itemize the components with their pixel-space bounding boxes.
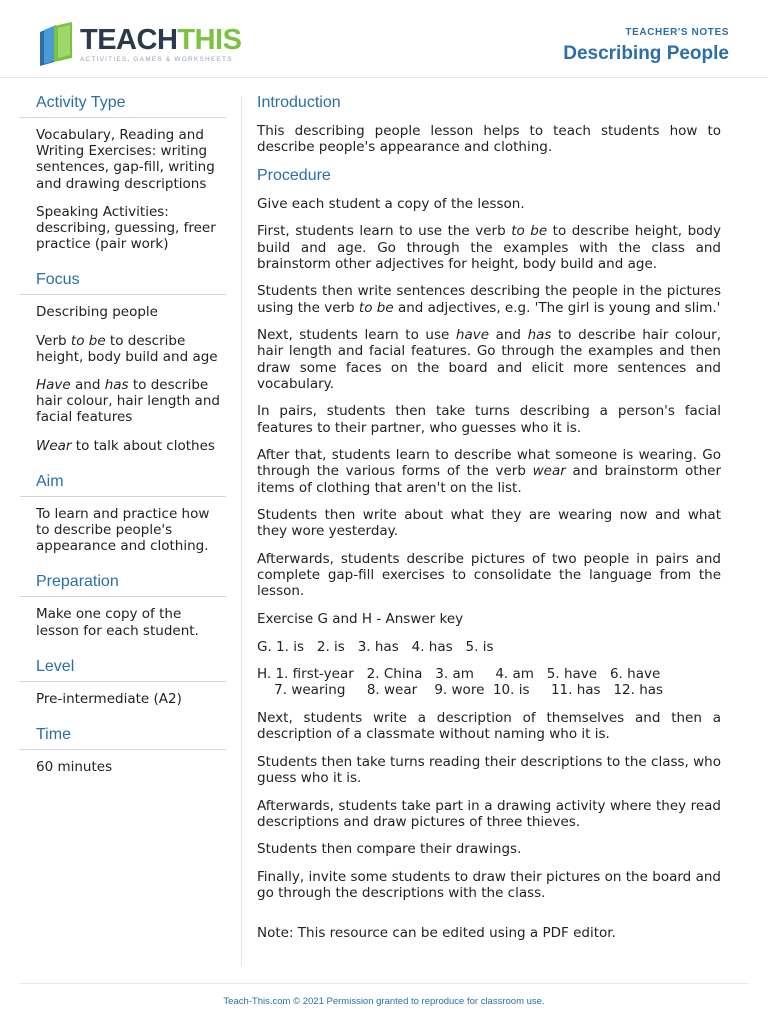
time-heading: Time [20, 726, 226, 750]
procedure-heading: Procedure [257, 166, 331, 184]
procedure-step: Students then compare their drawings. [257, 841, 522, 858]
focus-item [20, 377, 226, 426]
procedure-step [257, 327, 721, 392]
step-emphasis: to be [511, 223, 548, 240]
copyright-text: Teach-This.com © 2021 Permission granted to reproduce for classroom use. [223, 996, 545, 1007]
activity-type-item: Vocabulary, Reading and Writing Exercises: writing sentences, gap-fill, writing and drawing descriptions [36, 127, 215, 192]
focus-text: and [70, 377, 105, 394]
procedure-step: Students then take turns reading their descriptions to the class, who guess who it is. [257, 753, 721, 786]
focus-heading: Focus [20, 271, 226, 295]
step-text: and brainstorm other items of clothing that aren't on the list. [257, 463, 721, 496]
introduction-heading: Introduction [257, 94, 341, 111]
procedure-step [257, 223, 721, 272]
procedure-step [257, 283, 721, 315]
focus-emphasis: Have [36, 377, 71, 394]
focus-emphasis: has [104, 377, 129, 394]
teach-this-logo [36, 22, 241, 66]
focus-text: to talk about clothes [71, 437, 215, 454]
activity-type-heading: Activity Type [20, 94, 226, 118]
focus-item [20, 333, 226, 365]
procedure-step: Students then write about what they are wearing now and what they wore yesterday. [257, 507, 721, 540]
logo-word-accent: THIS [177, 24, 242, 56]
activity-type-section [20, 94, 226, 252]
focus-text: to describe height, body build and age [36, 332, 218, 365]
focus-item: Describing people [36, 304, 158, 321]
step-text: Students then write sentences describing the people in the pictures using the verb [257, 283, 721, 316]
procedure-step: Give each student a copy of the lesson. [257, 195, 525, 212]
answer-line: G. 1. is 2. is 3. has 4. has 5. is [257, 638, 494, 655]
aim-text: To learn and practice how to describe people's appearance and clothing. [36, 505, 210, 555]
focus-emphasis: to be [70, 332, 106, 349]
level-section [20, 658, 226, 707]
focus-emphasis: Wear [36, 437, 72, 454]
aim-heading: Aim [20, 473, 226, 497]
step-text: and adjectives, e.g. 'The girl is young and slim.' [393, 299, 721, 316]
aim-section [20, 473, 226, 555]
page-footer [20, 983, 748, 1007]
step-text: After that, students learn to describe what someone is wearing. Go through the various forms of the verb [257, 447, 721, 480]
step-text: First, students learn to use the verb [257, 223, 512, 240]
document-title: Describing People [563, 43, 729, 64]
step-text: Next, students learn to use [257, 327, 456, 344]
answer-key-g [257, 639, 721, 655]
level-text: Pre-intermediate (A2) [36, 690, 182, 707]
focus-item [20, 438, 226, 454]
logo-word-main: TEACH [80, 24, 178, 56]
step-emphasis: wear [532, 463, 566, 480]
procedure-step: Finally, invite some students to draw their pictures on the board and go through the descriptions with the class. [257, 868, 721, 902]
focus-text: Verb [36, 332, 71, 349]
column-divider [241, 96, 242, 966]
preparation-text: Make one copy of the lesson for each student. [36, 606, 199, 639]
preparation-heading: Preparation [20, 573, 226, 597]
activity-type-item: Speaking Activities: describing, guessing, freer practice (pair work) [36, 203, 216, 253]
focus-section [20, 271, 226, 453]
lesson-notes-main [257, 94, 721, 953]
step-text: to describe height, body build and age. Go through the examples with the class and brainstorm other adjectives for height, body build and age. [257, 223, 721, 272]
answer-key-title: Exercise G and H - Answer key [257, 610, 464, 627]
time-text: 60 minutes [36, 759, 113, 776]
procedure-step: In pairs, students then take turns describing a person's facial features to their partner, who guesses who it is. [257, 403, 721, 436]
procedure-step: Afterwards, students describe pictures of two people in pairs and complete gap-fill exercises to consolidate the language from the lesson. [257, 550, 721, 600]
step-emphasis: have [455, 327, 490, 344]
procedure-step [257, 447, 721, 496]
level-heading: Level [20, 658, 226, 682]
procedure-step: Next, students write a description of themselves and then a description of a classmate without naming who it is. [257, 709, 721, 743]
procedure-step: Afterwards, students take part in a drawing activity where they read descriptions and draw pictures of three thieves. [257, 797, 721, 830]
preparation-section [20, 573, 226, 638]
answer-key-h [257, 666, 721, 698]
step-emphasis: to be [358, 299, 394, 316]
step-emphasis: has [527, 327, 552, 344]
introduction-text: This describing people lesson helps to teach students how to describe people's appearance and clothing. [257, 123, 721, 156]
book-logo-icon [36, 22, 76, 66]
time-section [20, 726, 226, 775]
lesson-info-sidebar [20, 94, 226, 794]
teachers-notes-label: TEACHER'S NOTES [625, 27, 729, 38]
focus-text: to describe hair colour, hair length and facial features [36, 377, 220, 426]
answer-line: H. 1. first-year 2. China 3. am 4. am 5. have 6. have [257, 666, 661, 683]
answer-line: 7. wearing 8. wear 9. wore 10. is 11. has 12. has [257, 682, 664, 699]
step-text: and [489, 327, 528, 344]
page-header [0, 0, 768, 78]
editing-note: Note: This resource can be edited using a PDF editor. [257, 925, 616, 942]
step-text: to describe hair colour, hair length and facial features. Go through the examples and then draw some faces on the board and elicit more sentences and vocabulary. [257, 327, 722, 392]
logo-tagline: ACTIVITIES, GAMES & WORKSHEETS [80, 56, 233, 63]
